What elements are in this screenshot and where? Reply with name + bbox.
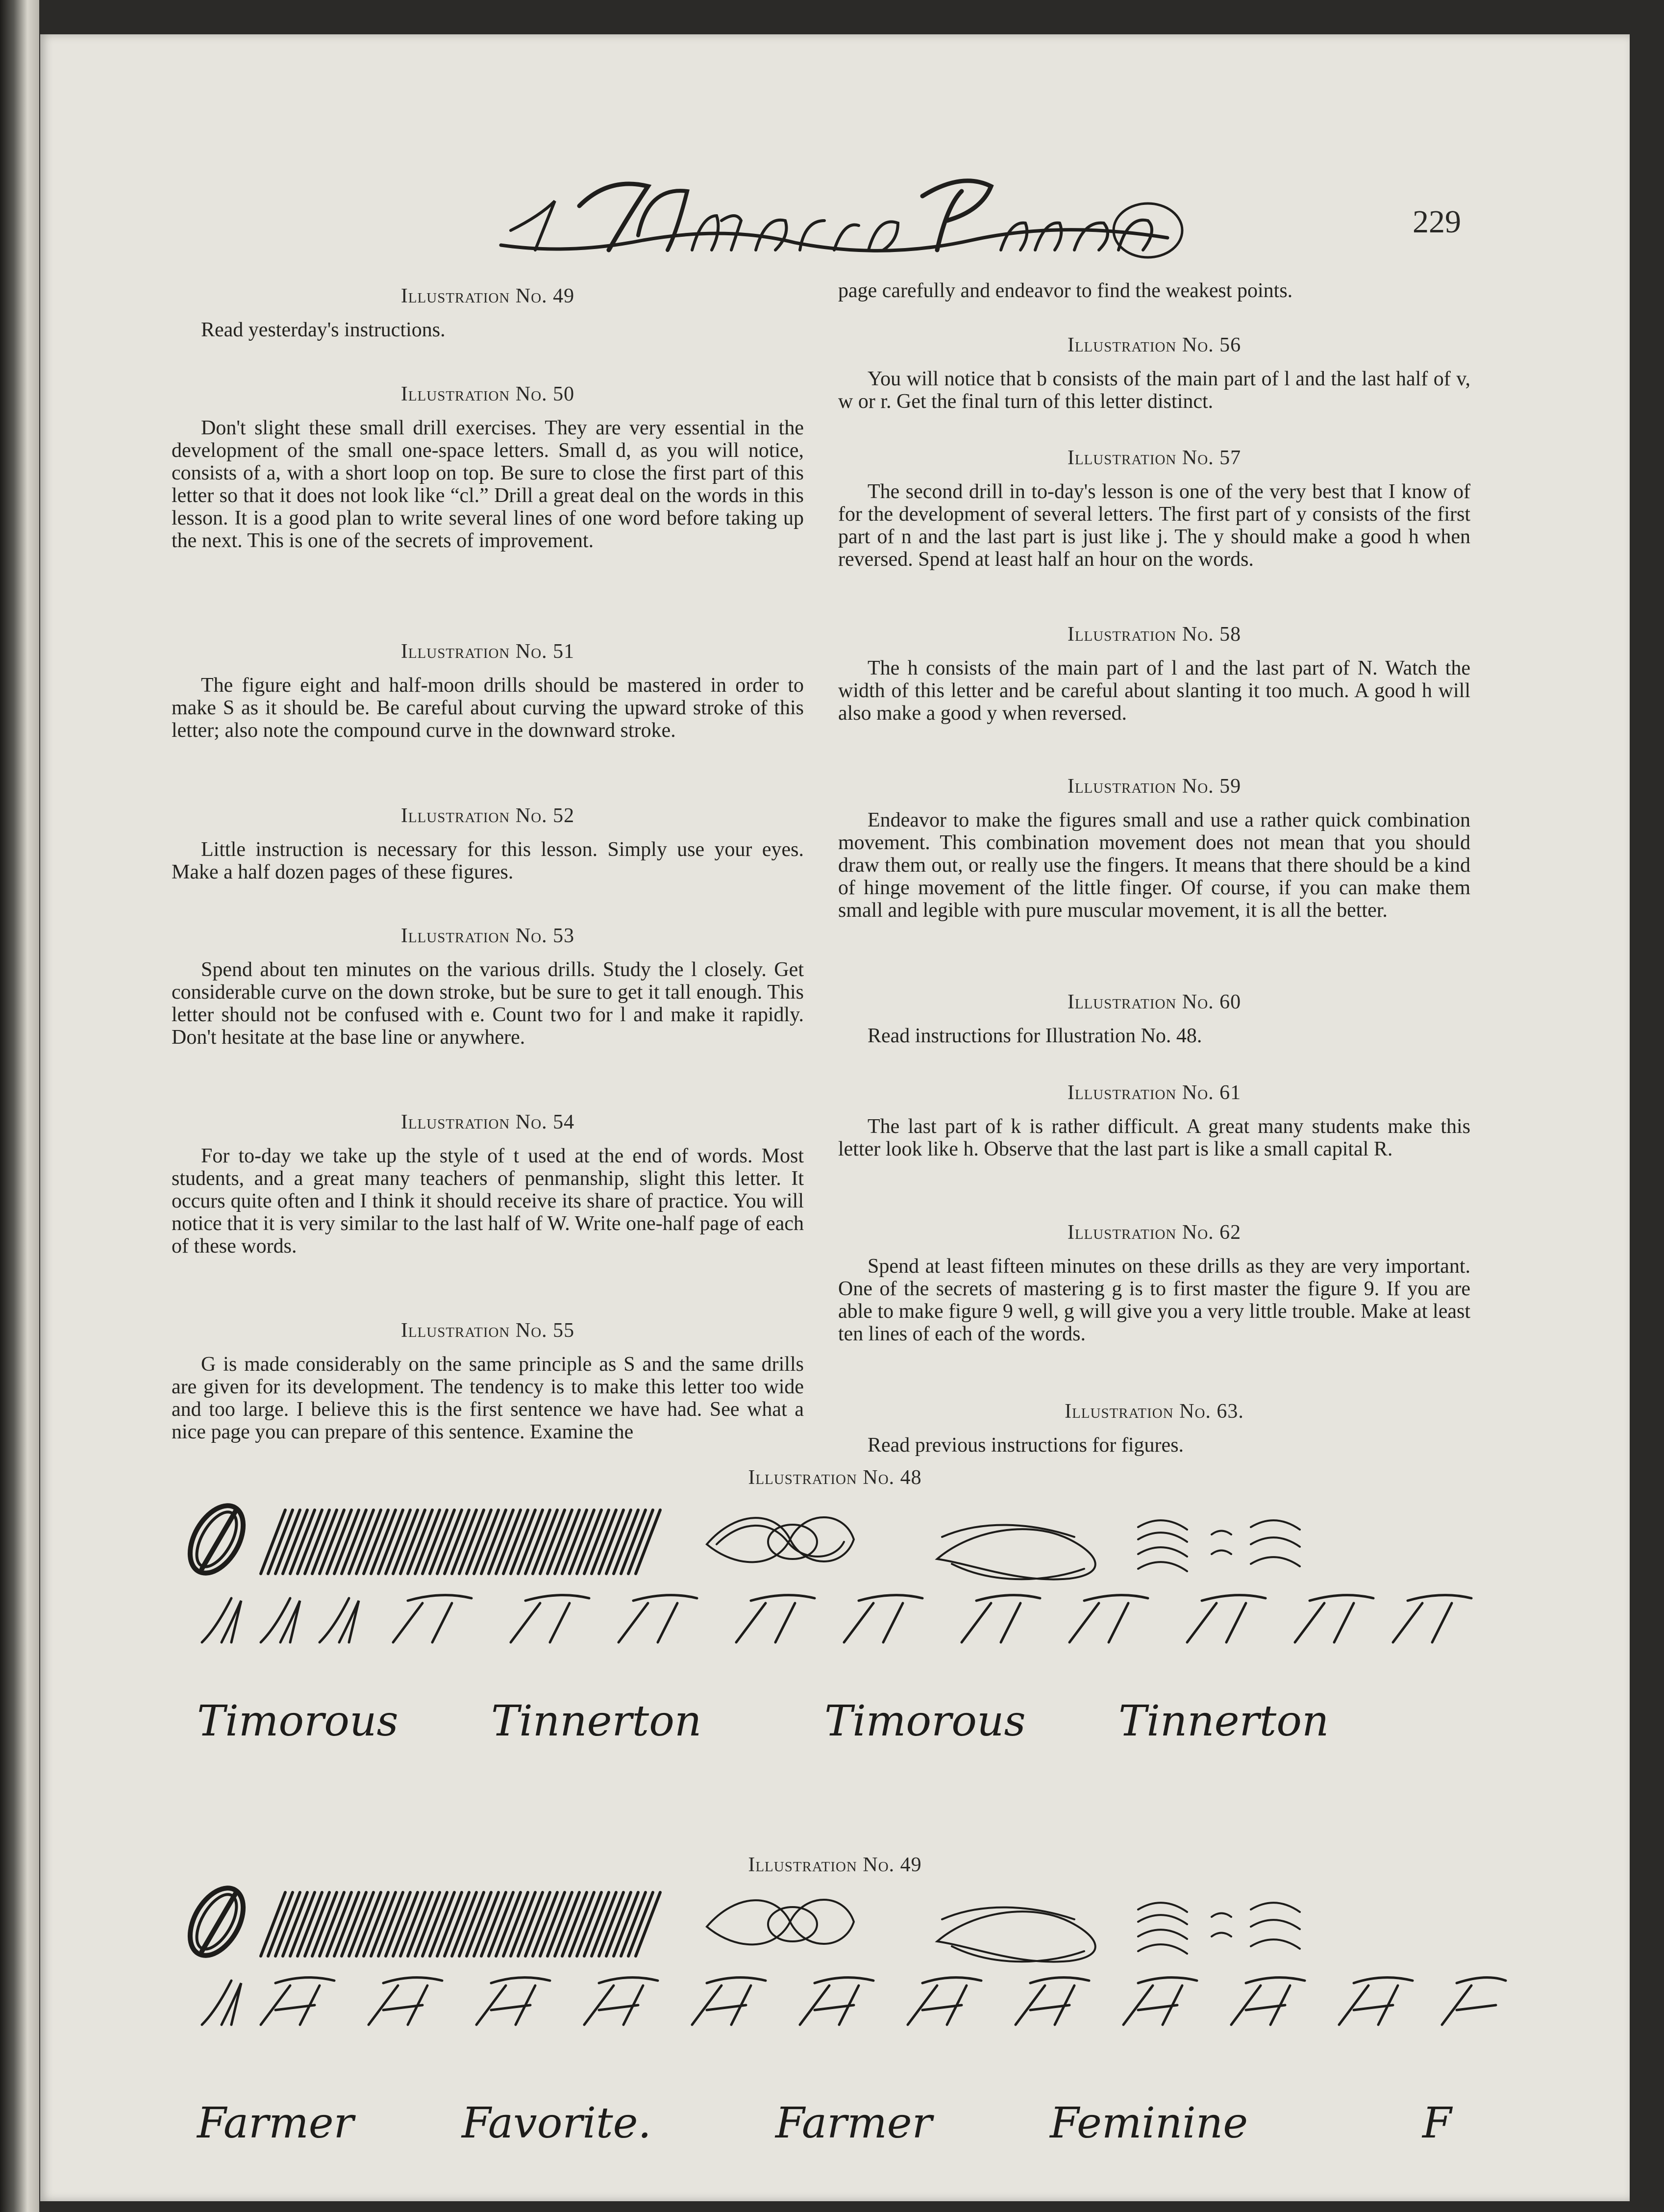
section-illustration-54 bbox=[172, 1110, 804, 1257]
section-heading: Illustration No. 57 bbox=[1067, 447, 1242, 469]
section-text: Little instruction is necessary for this lesson. Simply use your eyes. Make a half dozen pages of these figures. bbox=[172, 838, 804, 883]
section-illustration-49 bbox=[172, 284, 804, 341]
section-text: Read previous instructions for figures. bbox=[868, 1434, 1184, 1457]
section-heading: Illustration No. 62 bbox=[1067, 1221, 1242, 1244]
section-heading: Illustration No. 56 bbox=[1067, 334, 1242, 356]
section-illustration-58 bbox=[838, 623, 1470, 725]
section-text: Read yesterday's instructions. bbox=[201, 319, 446, 341]
section-illustration-63 bbox=[838, 1400, 1470, 1457]
section-heading: Illustration No. 55 bbox=[400, 1319, 575, 1342]
penmanship-plate-49 bbox=[187, 1883, 1511, 2187]
section-text: The second drill in to-day's lesson is one of the very best that I know of for the development of several letters. The first part of y consists of the first part of n and the last part is just like j. The y should make a good h when reversed. Spend at least half an hour on the words. bbox=[838, 480, 1470, 571]
adjacent-page-edge bbox=[0, 0, 39, 2212]
section-heading: Illustration No. 54 bbox=[400, 1111, 575, 1133]
section-heading: Illustration No. 59 bbox=[1067, 775, 1242, 798]
section-text: The last part of k is rather difficult. A great many students make this letter look like h. Observe that the last part is like a small capital R. bbox=[838, 1115, 1470, 1160]
section-illustration-50 bbox=[172, 382, 804, 552]
section-illustration-59 bbox=[838, 775, 1470, 922]
continuation-text bbox=[838, 279, 1470, 302]
section-illustration-61 bbox=[838, 1081, 1470, 1160]
section-text: The figure eight and half-moon drills should be mastered in order to make S as it should be. Be careful about curving the upward stroke of this letter; also note the compound curve in the downward stroke. bbox=[172, 674, 804, 742]
section-illustration-56 bbox=[838, 333, 1470, 413]
section-illustration-62 bbox=[838, 1221, 1470, 1345]
plate-word: F bbox=[1422, 2099, 1452, 2148]
plate-word: Farmer bbox=[775, 2099, 932, 2148]
page-number: 229 bbox=[1413, 204, 1461, 240]
plate-word: Timorous bbox=[197, 1697, 398, 1746]
section-text: Don't slight these small drill exercises. They are very essential in the development of the small one-space letters. Small d, as you will notice, consists of a, with a short loop on top. Be sure to close the first part of this letter so that it does not look like “cl.” Drill a great deal on the words in this lesson. It is a good plan to write several lines of one word before taking up the next. This is one of the secrets of improvement. bbox=[172, 417, 804, 552]
section-heading: Illustration No. 61 bbox=[1067, 1081, 1242, 1104]
section-illustration-57 bbox=[838, 446, 1470, 571]
plate-title: Illustration No. 48 bbox=[748, 1466, 922, 1489]
section-heading: Illustration No. 60 bbox=[1067, 991, 1242, 1013]
plate-word: Tinnerton bbox=[1118, 1697, 1329, 1746]
section-text: For to-day we take up the style of t used at the end of words. Most students, and a great many teachers of penmanship, slight this letter. It occurs quite often and I think it should receive its share of practice. You will notice that it is very similar to the last half of W. Write one-half page of each of these words. bbox=[172, 1145, 804, 1257]
section-heading: Illustration No. 52 bbox=[400, 804, 575, 827]
plate-word: Farmer bbox=[197, 2099, 354, 2148]
section-heading: Illustration No. 50 bbox=[400, 383, 575, 405]
section-heading: Illustration No. 58 bbox=[1067, 623, 1242, 646]
section-text: The h consists of the main part of l and the last part of N. Watch the width of this letter and be careful about slanting it too much. A good h will also make a good y when reversed. bbox=[838, 657, 1470, 725]
section-text: page carefully and endeavor to find the weakest points. bbox=[838, 279, 1293, 302]
penmanship-plate-48 bbox=[187, 1500, 1511, 1785]
magazine-page bbox=[40, 34, 1630, 2201]
section-heading: Illustration No. 63. bbox=[1065, 1400, 1244, 1423]
masthead-logo bbox=[481, 157, 1192, 279]
section-heading: Illustration No. 53 bbox=[400, 925, 575, 947]
plate-word: Timorous bbox=[824, 1697, 1026, 1746]
plate-title: Illustration No. 49 bbox=[748, 1854, 922, 1876]
section-text: G is made considerably on the same principle as S and the same drills are given for its development. The tendency is to make this letter too wide and too large. I believe this is the first sentence we have had. See what a nice page you can prepare of this sentence. Examine the bbox=[172, 1353, 804, 1443]
section-illustration-53 bbox=[172, 924, 804, 1049]
section-illustration-60 bbox=[838, 990, 1470, 1047]
section-text: Endeavor to make the figures small and use a rather quick combination movement. This combination movement does not mean that you should draw them out, or really use the fingers. It means that there should be a kind of hinge movement of the little finger. Of course, if you can make them small and legible with pure muscular movement, it is all the better. bbox=[838, 809, 1470, 922]
section-text: Spend about ten minutes on the various drills. Study the l closely. Get considerable curve on the down stroke, but be sure to get it tall enough. This letter should not be confused with e. Count two for l and make it rapidly. Don't hesitate at the base line or anywhere. bbox=[172, 958, 804, 1049]
section-illustration-52 bbox=[172, 804, 804, 883]
section-heading: Illustration No. 51 bbox=[400, 640, 575, 663]
plate-word: Favorite. bbox=[462, 2099, 651, 2148]
section-text: Spend at least fifteen minutes on these drills as they are very important. One of the secrets of mastering g is to first master the figure 9. If you are able to make figure 9 well, g will give you a very little trouble. Make at least ten lines of each of the words. bbox=[838, 1255, 1470, 1345]
plate-word: Tinnerton bbox=[491, 1697, 702, 1746]
plate-word: Feminine bbox=[1050, 2099, 1248, 2148]
section-illustration-55 bbox=[172, 1319, 804, 1443]
section-text: You will notice that b consists of the main part of l and the last half of v, w or r. Get the final turn of this letter distinct. bbox=[838, 368, 1470, 413]
section-illustration-51 bbox=[172, 640, 804, 742]
section-heading: Illustration No. 49 bbox=[400, 285, 575, 307]
section-text: Read instructions for Illustration No. 48. bbox=[868, 1025, 1202, 1047]
